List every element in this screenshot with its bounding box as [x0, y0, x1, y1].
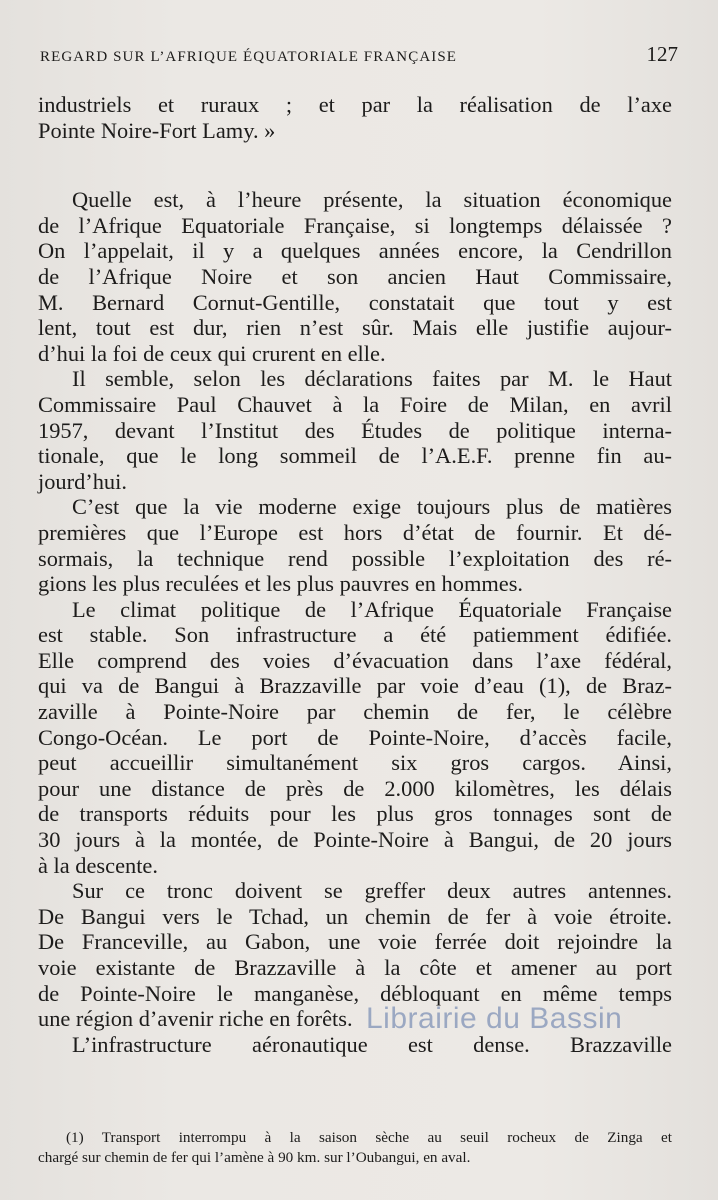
text-line: C’est que la vie moderne exige toujours plus de matières [72, 494, 672, 520]
watermark: Librairie du Bassin [366, 1002, 623, 1035]
text-line: de l’Afrique Equatoriale Française, si longtemps délaissée ? [38, 212, 672, 238]
text-line: De Bangui vers le Tchad, un chemin de fer à voie étroite. [38, 903, 672, 929]
text-line: Pointe Noire-Fort Lamy. » [38, 117, 276, 143]
text-line: qui va de Bangui à Brazzaville par voie d’eau (1), de Braz- [38, 673, 672, 699]
body-text [38, 92, 672, 1057]
text-line: 1957, devant l’Institut des Études de politique interna- [38, 417, 672, 443]
text-line: de transports réduits pour les plus gros tonnages sont de [38, 801, 672, 827]
text-line: peut accueillir simultanément six gros cargos. Ainsi, [38, 750, 672, 776]
paragraph [38, 187, 672, 366]
text-line: est stable. Son infrastructure a été patiemment édifiée. [38, 622, 672, 648]
text-line: zaville à Pointe-Noire par chemin de fer, le célèbre [38, 699, 672, 725]
text-line: jourd’hui. [38, 468, 127, 494]
text-line: Congo-Océan. Le port de Pointe-Noire, d’accès facile, [38, 724, 672, 750]
running-head [40, 42, 678, 67]
paragraph [38, 494, 672, 596]
text-line: pour une distance de près de 2.000 kilomètres, les délais [38, 775, 672, 801]
text-line: lent, tout est dur, rien n’est sûr. Mais elle justifie aujour- [38, 315, 672, 341]
text-line: Le climat politique de l’Afrique Équatoriale Française [72, 596, 672, 622]
paragraph [38, 597, 672, 879]
text-line: à la descente. [38, 852, 158, 878]
text-line: premières que l’Europe est hors d’état de fournir. Et dé- [38, 519, 672, 545]
text-line: Commissaire Paul Chauvet à la Foire de Milan, en avril [38, 391, 672, 417]
text-line: gions les plus reculées et les plus pauvres en hommes. [38, 571, 524, 597]
running-title: REGARD SUR L’AFRIQUE ÉQUATORIALE FRANÇAISE [40, 49, 458, 65]
paragraph [38, 366, 672, 494]
footnote-line: chargé sur chemin de fer qui l’amène à 90 km. sur l’Oubangui, en aval. [38, 1149, 471, 1166]
text-line: M. Bernard Cornut-Gentille, constatait que tout y est [38, 289, 672, 315]
text-line: Quelle est, à l’heure présente, la situation économique [72, 187, 672, 213]
text-line: voie existante de Brazzaville à la côte et amener au port [38, 955, 672, 980]
text-line: sormais, la technique rend possible l’exploitation des ré- [38, 545, 672, 571]
text-line: De Franceville, au Gabon, une voie ferrée doit rejoindre la [38, 929, 672, 955]
text-line: de l’Afrique Noire et son ancien Haut Commissaire, [38, 263, 672, 289]
text-line: industriels et ruraux ; et par la réalisation de l’axe [38, 92, 672, 117]
text-line: tionale, que le long sommeil de l’A.E.F. prenne fin au- [38, 443, 672, 469]
text-line: L’infrastructure aéronautique est dense. Brazzaville [72, 1031, 672, 1057]
text-line: 30 jours à la montée, de Pointe-Noire à Bangui, de 20 jours [38, 827, 672, 853]
footnotes [38, 1128, 672, 1168]
text-line: une région d’avenir riche en forêts. [38, 1006, 353, 1032]
text-line: d’hui la foi de ceux qui crurent en elle. [38, 340, 386, 366]
text-line: Sur ce tronc doivent se greffer deux autres antennes. [72, 878, 672, 904]
text-line: On l’appelait, il y a quelques années encore, la Cendrillon [38, 238, 672, 264]
footnote-line: (1) Transport interrompu à la saison sèche au seuil rocheux de Zinga et [66, 1129, 672, 1146]
text-line: de Pointe-Noire le manganèse, débloquant en même temps [38, 980, 672, 1006]
paragraph [38, 92, 672, 143]
page-number: 127 [646, 42, 678, 66]
text-line: Elle comprend des voies d’évacuation dans l’axe fédéral, [38, 647, 672, 673]
text-line: Il semble, selon les déclarations faites par M. le Haut [72, 366, 672, 392]
